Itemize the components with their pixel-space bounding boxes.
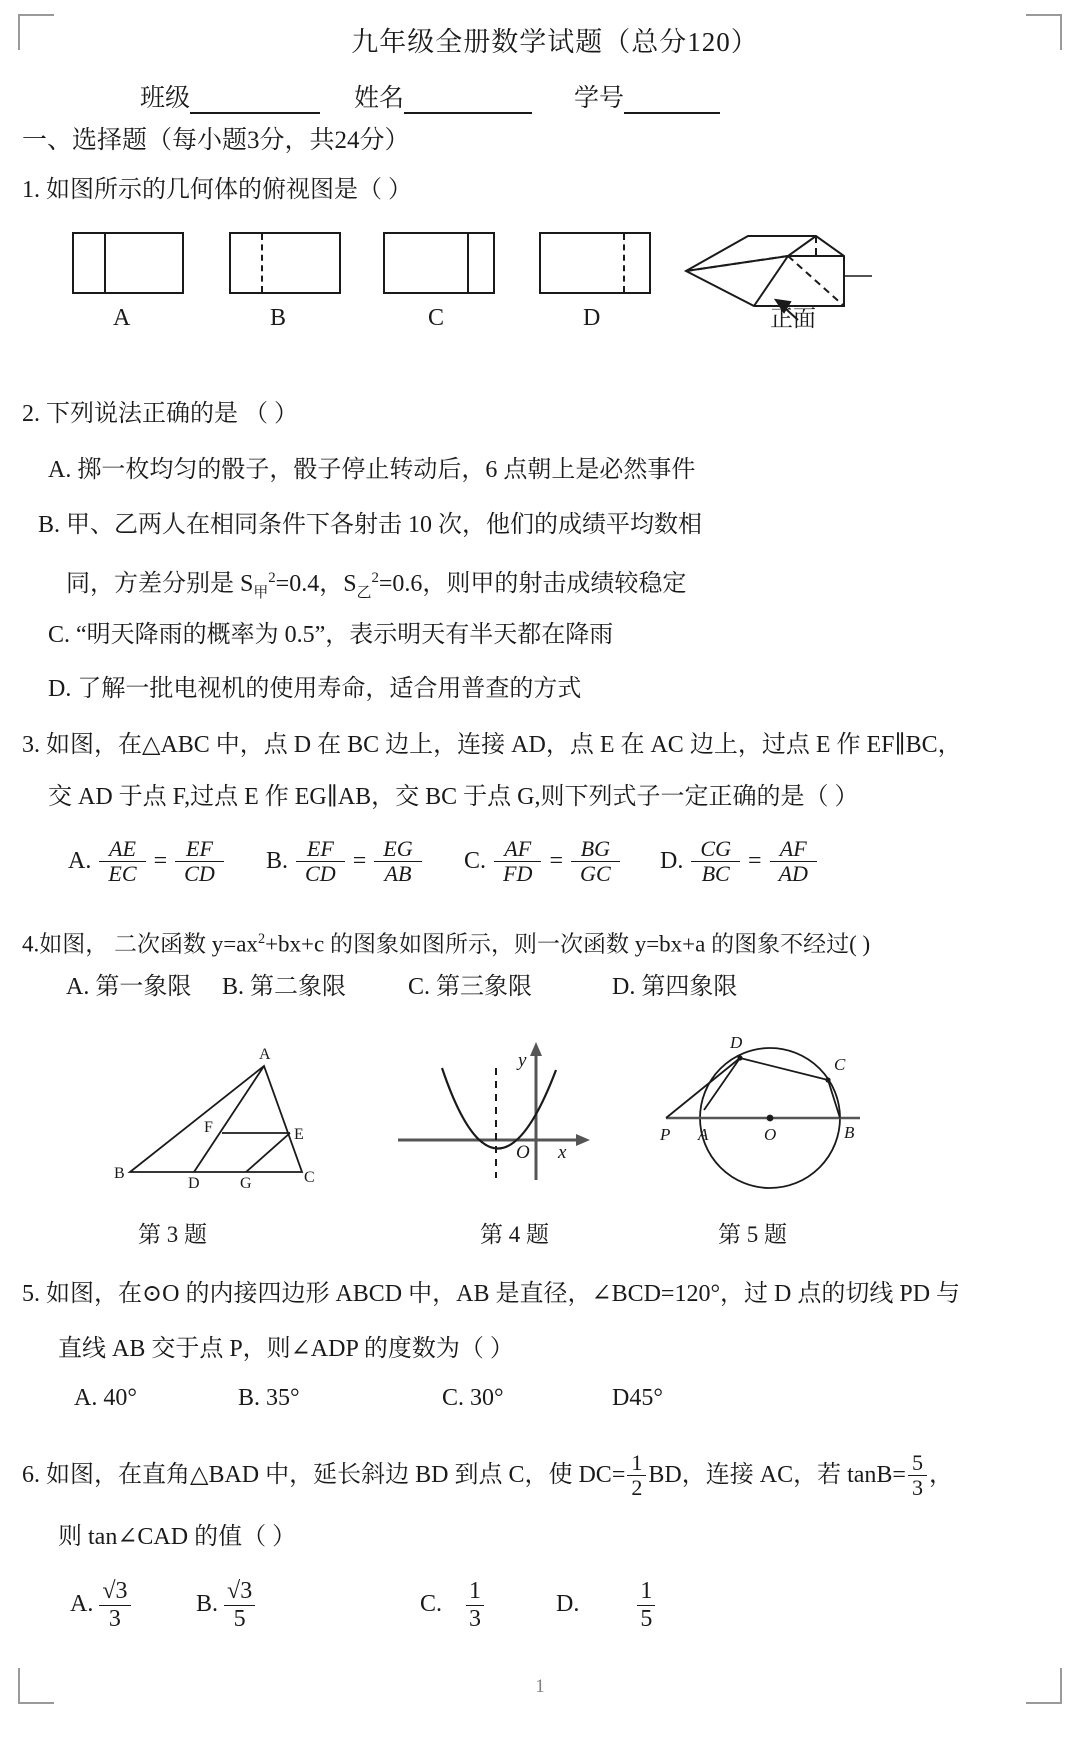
q3b-equals: = [352,847,367,874]
q2b-exponent-1: 2 [268,570,276,586]
parabola-label-origin: O [516,1142,530,1163]
q6-stem-pre: 6. 如图，在直角△BAD 中，延长斜边 BD 到点 C，使 DC= [22,1461,626,1488]
q3b-letter: B. [266,847,289,874]
tri-label-c: C [304,1169,315,1186]
q6-stem-tail: ， [929,1461,953,1488]
q2b-exponent-2: 2 [371,570,379,586]
figure-caption-3: 第 3 题 [138,1222,207,1247]
q3d-fraction-right: $\frac{AF}{AD}$ [770,837,817,886]
q2b-subscript-jia: 甲 [253,584,269,601]
q1-option-c-letter: C [428,305,445,331]
question-3-stem-line1: 3. 如图，在△ABC 中，点 D 在 BC 边上，连接 AD，点 E 在 AC 边上，过点 E 作 EF∥BC， [22,732,962,758]
q6-stem-mid: BD，连接 AC，若 tanB= [648,1461,906,1488]
q3b-fraction-left: $\frac{EF}{CD}$ [296,837,345,886]
q3a-letter: A. [68,847,92,874]
q3a-fraction-right: $\frac{EF}{CD}$ [175,837,224,886]
page-number: 1 [535,1676,545,1697]
q1-option-a-figure[interactable] [72,232,184,294]
q1-option-b-figure[interactable] [229,232,341,294]
question-2-option-d[interactable]: D. 了解一批电视机的使用寿命，适合用普查的方式 [48,676,582,702]
name-label: 姓名 [354,85,405,112]
q1-option-b-letter: B [270,305,287,331]
question-4-option-d[interactable]: D. 第四象限 [612,974,738,1000]
page-title: 九年级全册数学试题（总分120） [351,27,759,57]
q6d-letter: D. [556,1590,580,1617]
q3c-letter: C. [464,847,487,874]
question-6-option-b[interactable] [196,1578,255,1633]
circle-label-b: B [844,1123,855,1142]
circle-center-dot [767,1115,774,1122]
question-5-option-c[interactable]: C. 30° [442,1385,504,1411]
question-6-option-c[interactable] [420,1578,484,1633]
question-5-stem-line2: 直线 AB 交于点 P，则∠ADP 的度数为（ ） [58,1336,514,1362]
question-6-option-d[interactable] [556,1578,655,1633]
q3b-fraction-right: $\frac{EG}{AB}$ [374,837,421,886]
section-heading-choice: 一、选择题（每小题3分，共24分） [22,127,410,154]
question-2-option-b-line2[interactable] [66,556,686,615]
question-4-option-c[interactable]: C. 第三象限 [408,974,533,1000]
circle-label-o: O [764,1125,777,1144]
q4-stem-pre: 4.如图， 二次函数 y=ax [22,931,258,957]
question-2-option-a[interactable]: A. 掷一枚均匀的骰子，骰子停止转动后，6 点朝上是必然事件 [48,457,696,483]
question-5-option-a[interactable]: A. 40° [74,1385,137,1411]
q6a-letter: A. [70,1590,94,1617]
q1-option-b-divider [261,234,263,292]
parabola-label-x: x [558,1142,567,1163]
question-6-option-a[interactable] [70,1578,131,1633]
circle-label-p: P [660,1125,671,1144]
tri-label-b: B [114,1165,125,1182]
question-2-option-b-line1[interactable]: B. 甲、乙两人在相同条件下各射击 10 次，他们的成绩平均数相 [38,512,703,538]
tri-label-g: G [240,1175,252,1190]
q1-option-a-letter: A [113,305,131,331]
circle-label-c: C [834,1055,846,1074]
number-label: 学号 [574,85,625,112]
question-4-option-a[interactable]: A. 第一象限 [66,974,192,1000]
tri-label-d: D [188,1175,200,1190]
q3c-fraction-left: $\frac{AF}{FD}$ [494,837,541,886]
figure-caption-4: 第 4 题 [480,1222,549,1247]
figure-question-3-triangle [112,1040,332,1190]
q6b-fraction: $\frac{√3}{5}$ [224,1578,255,1633]
question-2-stem: 2. 下列说法正确的是 （ ） [22,401,298,427]
class-blank[interactable] [190,112,320,114]
figure-caption-5: 第 5 题 [718,1222,787,1247]
question-5-stem-line1: 5. 如图，在⊙O 的内接四边形 ABCD 中，AB 是直径，∠BCD=120°，过 D 点的切线 PD 与 [22,1281,961,1307]
q6-fraction-tan: $\frac{5}{3}$ [908,1451,927,1500]
question-4-stem [22,917,870,967]
question-1-stem: 1. 如图所示的几何体的俯视图是（ ） [22,177,412,203]
q3d-letter: D. [660,847,684,874]
name-blank[interactable] [404,112,532,114]
student-identity-line [140,78,720,114]
parabola-label-y: y [518,1050,527,1071]
circle-label-d: D [730,1033,743,1052]
q3d-fraction-left: $\frac{CG}{BC}$ [691,837,740,886]
figure-question-5-circle [648,1022,878,1192]
q6c-letter: C. [420,1590,443,1617]
q6-fraction-half: $\frac{1}{2}$ [627,1451,646,1500]
question-3-option-d[interactable] [660,838,819,887]
tri-label-f: F [204,1119,213,1136]
q3a-fraction-left: $\frac{AE}{EC}$ [99,837,145,886]
question-6-stem-line1 [22,1452,953,1501]
circle-label-a: A [698,1125,709,1144]
q6a-fraction: $\frac{√3}{3}$ [99,1578,130,1633]
question-2-option-c[interactable]: C. “明天降雨的概率为 0.5”，表示明天有半天都在降雨 [48,622,614,648]
q2b-subscript-yi: 乙 [356,584,372,601]
q1-option-c-divider [467,234,469,292]
q2b-text-tail: =0.6，则甲的射击成绩较稳定 [378,571,687,597]
q6d-fraction: $\frac{1}{5}$ [637,1578,655,1633]
q1-option-d-figure[interactable] [539,232,651,294]
figure-question-4-parabola [398,1030,598,1190]
tri-label-a: A [259,1046,271,1063]
question-3-option-c[interactable] [464,838,622,887]
q1-option-d-letter: D [583,305,601,331]
question-6-stem-line2: 则 tan∠CAD 的值（ ） [58,1524,297,1550]
question-3-option-b[interactable] [266,838,424,887]
class-label: 班级 [140,85,191,112]
q6c-fraction: $\frac{1}{3}$ [466,1578,484,1633]
q1-option-d-divider [623,234,625,292]
number-blank[interactable] [624,112,720,114]
q4-exponent: 2 [257,931,266,947]
question-3-stem-line2: 交 AD 于点 F,过点 E 作 EG∥AB，交 BC 于点 G,则下列式子一定正确的是（ ） [48,784,859,810]
q6b-letter: B. [196,1590,219,1617]
q3d-equals: = [748,847,762,874]
q3c-equals: = [549,847,563,874]
question-5-option-d[interactable]: D45° [612,1385,663,1411]
question-3-option-a[interactable] [68,838,226,887]
q3a-equals: = [153,847,168,874]
tri-label-e: E [294,1126,304,1143]
question-5-option-b[interactable]: B. 35° [238,1385,300,1411]
q3c-fraction-right: $\frac{BG}{GC}$ [571,837,620,886]
q2b-text-mid: =0.4，S [275,571,357,597]
q1-option-c-figure[interactable] [383,232,495,294]
q4-stem-post: +bx+c 的图象如图所示，则一次函数 y=bx+a 的图象不经过( ) [265,931,871,957]
q1-front-view-label: 正面 [770,306,816,331]
q1-option-a-divider [104,234,106,292]
q2b-text-pre: 同，方差分别是 S [66,571,254,597]
question-4-option-b[interactable]: B. 第二象限 [222,974,347,1000]
